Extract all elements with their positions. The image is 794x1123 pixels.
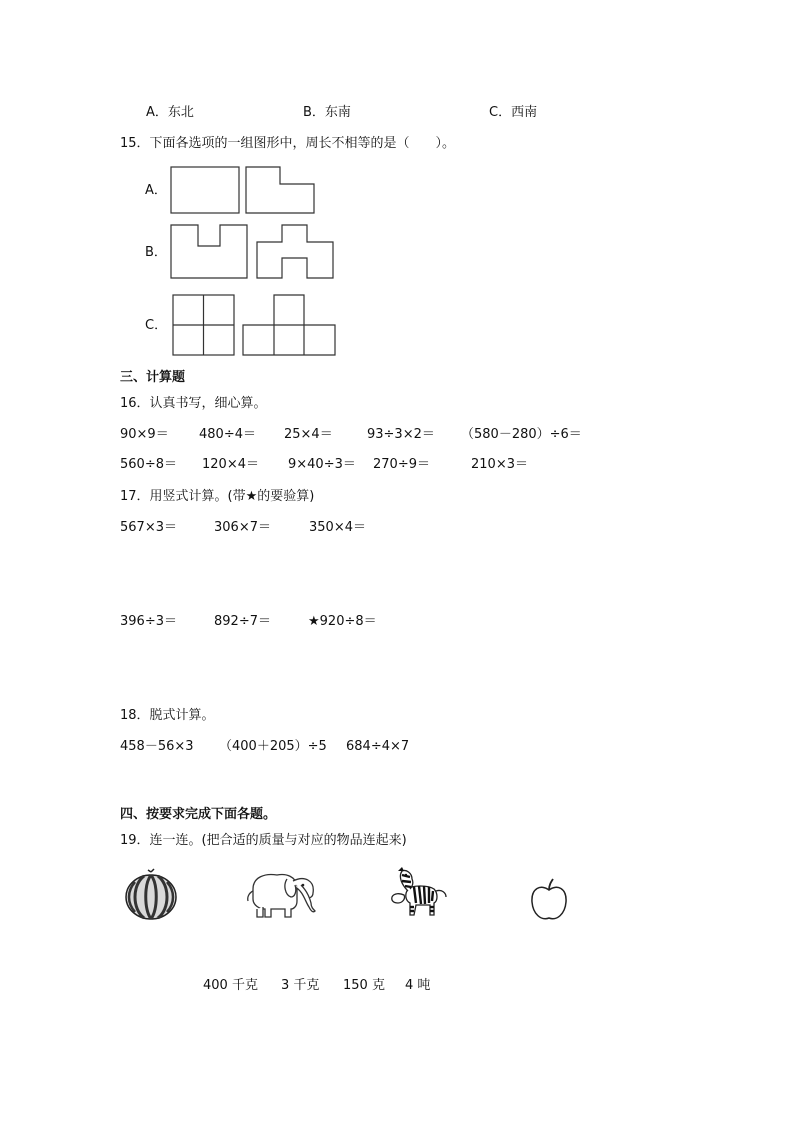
section-3-title: 三、计算题 bbox=[120, 370, 186, 385]
q19-stem: 19．连一连。(把合适的质量与对应的物品连起来) bbox=[120, 833, 407, 848]
q15-c-square-grid bbox=[173, 295, 234, 355]
q17-item: 567×3＝ bbox=[120, 520, 177, 535]
q18-item: （400＋205）÷5 bbox=[219, 739, 327, 754]
q15-a-rectangle bbox=[171, 167, 239, 213]
q15-option-b-label: B． bbox=[145, 245, 167, 260]
q14-option-a: A．东北 bbox=[146, 105, 194, 120]
q16-item: 270÷9＝ bbox=[373, 457, 430, 472]
q16-item: 9×40÷3＝ bbox=[288, 457, 356, 472]
q16-item: 210×3＝ bbox=[471, 457, 528, 472]
q19-weight[interactable]: 150 克 bbox=[343, 978, 385, 993]
q16-item: 480÷4＝ bbox=[199, 427, 256, 442]
q16-item: 560÷8＝ bbox=[120, 457, 177, 472]
watermelon-icon[interactable] bbox=[124, 869, 178, 921]
q15-stem: 15．下面各选项的一组图形中，周长不相等的是（ ）。 bbox=[120, 136, 456, 151]
zebra-icon[interactable] bbox=[388, 867, 450, 921]
q19-weight[interactable]: 400 千克 bbox=[203, 978, 258, 993]
q17-item: 892÷7＝ bbox=[214, 614, 271, 629]
q15-c-stepped-shape bbox=[243, 295, 335, 355]
q17-item: 350×4＝ bbox=[309, 520, 366, 535]
q15-b-arch-shape bbox=[257, 225, 333, 278]
elephant-icon[interactable] bbox=[243, 867, 319, 921]
q17-item: 396÷3＝ bbox=[120, 614, 177, 629]
q16-item: 25×4＝ bbox=[284, 427, 333, 442]
q17-item: 306×7＝ bbox=[214, 520, 271, 535]
q17-item-starred: ★920÷8＝ bbox=[308, 614, 377, 629]
q16-item: 120×4＝ bbox=[202, 457, 259, 472]
q16-item: 90×9＝ bbox=[120, 427, 169, 442]
apple-icon[interactable] bbox=[529, 878, 569, 922]
q15-a-notched-shape bbox=[246, 167, 314, 213]
q17-stem: 17．用竖式计算。(带★的要验算) bbox=[120, 489, 315, 504]
q19-weight[interactable]: 3 千克 bbox=[281, 978, 320, 993]
q14-option-c: C．西南 bbox=[489, 105, 538, 120]
q16-item: （580－280）÷6＝ bbox=[461, 427, 582, 442]
q15-option-c-label: C． bbox=[145, 318, 168, 333]
q14-option-b: B．东南 bbox=[303, 105, 351, 120]
q15-b-u-shape bbox=[171, 225, 247, 278]
q15-option-a-label: A． bbox=[145, 183, 167, 198]
q18-item: 458－56×3 bbox=[120, 739, 194, 754]
q18-stem: 18．脱式计算。 bbox=[120, 708, 215, 723]
q16-item: 93÷3×2＝ bbox=[367, 427, 435, 442]
section-4-title: 四、按要求完成下面各题。 bbox=[120, 807, 277, 822]
q18-item: 684÷4×7 bbox=[346, 739, 410, 754]
q19-weight[interactable]: 4 吨 bbox=[405, 978, 431, 993]
q16-stem: 16．认真书写，细心算。 bbox=[120, 396, 267, 411]
